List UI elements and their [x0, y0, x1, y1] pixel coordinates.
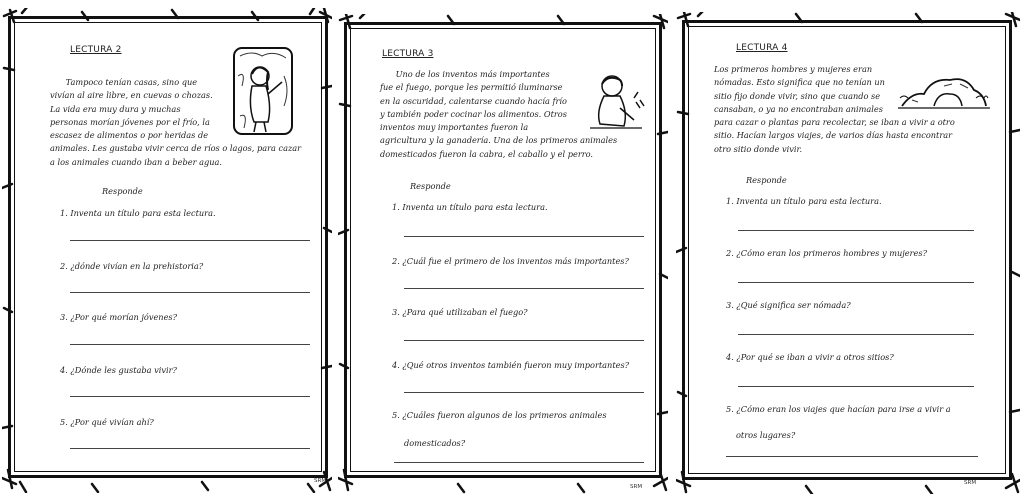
answer-line-3[interactable] [70, 344, 310, 345]
question-5-continued: domesticados? [404, 438, 466, 448]
question-2: 2. ¿Cuál fue el primero de los inventos más importantes? [392, 256, 629, 266]
answer-line-3[interactable] [404, 340, 644, 341]
author-credit: SRM [964, 480, 977, 486]
question-1: 1. Inventa un título para esta lectura. [60, 208, 216, 218]
answer-line-1[interactable] [70, 240, 310, 241]
answer-line-4[interactable] [738, 386, 974, 387]
author-credit: SRM [630, 484, 643, 490]
paragraph-line: nómadas. Esto significa que no tenían un [714, 77, 885, 88]
answer-line-2[interactable] [404, 288, 644, 289]
question-1: 1. Inventa un título para esta lectura. [392, 202, 548, 212]
worksheet-page-lectura-2 [2, 8, 332, 493]
answer-line-5[interactable] [726, 456, 978, 457]
paragraph-line: sitio. Hacían largos viajes, de varios días hasta encontrar [714, 130, 953, 141]
answer-line-2[interactable] [738, 282, 974, 283]
question-5: 5. ¿Por qué vivían ahí? [60, 417, 154, 427]
answer-line-1[interactable] [404, 236, 644, 237]
question-3: 3. ¿Para qué utilizaban el fuego? [392, 307, 528, 317]
paragraph-line: Tampoco tenían casas, sino que [50, 77, 198, 87]
paragraph-line: inventos muy importantes fueron la [380, 122, 529, 133]
question-1: 1. Inventa un título para esta lectura. [726, 196, 882, 206]
reading-title: LECTURA 4 [736, 43, 788, 53]
worksheet-page-lectura-4 [676, 12, 1020, 494]
worksheet-page-lectura-3 [338, 14, 668, 494]
reading-title: LECTURA 2 [70, 45, 122, 55]
question-4: 4. ¿Por qué se iban a vivir a otros sitios? [726, 352, 894, 362]
author-credit: SRM [314, 478, 327, 484]
paragraph-line: para cazar o plantas para recolectar, se iban a vivir a otro [714, 117, 955, 128]
question-4: 4. ¿Dónde les gustaba vivir? [60, 365, 177, 375]
paragraph-line: cansaban, o ya no encontraban animales [714, 103, 883, 114]
paragraph-line: personas morían jóvenes por el frío, la [50, 116, 210, 127]
respond-heading: Responde [410, 181, 451, 191]
respond-heading: Responde [746, 175, 787, 185]
answer-line-1[interactable] [738, 230, 974, 231]
paragraph-line: y también poder cocinar los alimentos. Otros [380, 108, 567, 119]
reading-paragraph [50, 76, 310, 169]
reading-title: LECTURA 3 [382, 49, 434, 59]
paragraph-line: a los animales cuando iban a beber agua. [50, 156, 222, 167]
answer-line-4[interactable] [404, 392, 644, 393]
paragraph-line: escasez de alimentos o por heridas de [50, 130, 209, 141]
question-3: 3. ¿Por qué morían jóvenes? [60, 312, 178, 322]
paragraph-line: Los primeros hombres y mujeres eran [714, 64, 873, 74]
question-4: 4. ¿Qué otros inventos también fueron muy importantes? [392, 360, 630, 370]
paragraph-line: La vida era muy dura y muchas [50, 103, 181, 114]
reading-paragraph [714, 63, 1004, 156]
answer-line-5[interactable] [70, 448, 310, 449]
paragraph-line: animales. Les gustaba vivir cerca de ríos o lagos, para cazar [50, 143, 302, 154]
question-2: 2. ¿Cómo eran los primeros hombres y mujeres? [726, 248, 927, 258]
paragraph-line: otro sitio donde vivir. [714, 143, 803, 154]
paragraph-line: fue el fuego, porque les permitió iluminarse [380, 82, 563, 93]
reading-paragraph [380, 68, 642, 161]
question-2: 2. ¿dónde vivían en la prehistoria? [60, 261, 204, 271]
question-5-continued: otros lugares? [736, 430, 796, 440]
paragraph-line: domesticados fueron la cabra, el caballo y el perro. [380, 148, 594, 159]
answer-line-3[interactable] [738, 334, 974, 335]
paragraph-line: Uno de los inventos más importantes [380, 69, 550, 79]
answer-line-4[interactable] [70, 396, 310, 397]
question-5: 5. ¿Cómo eran los viajes que hacían para irse a vivir a [726, 404, 951, 414]
answer-line-5[interactable] [394, 462, 644, 463]
paragraph-line: vivían al aire libre, en cuevas o chozas. [50, 90, 213, 101]
paragraph-line: agricultura y la ganadería. Una de los primeros animales [380, 135, 618, 146]
question-3: 3. ¿Qué significa ser nómada? [726, 300, 851, 310]
question-5: 5. ¿Cuáles fueron algunos de los primeros animales [392, 410, 607, 420]
answer-line-2[interactable] [70, 292, 310, 293]
respond-heading: Responde [102, 186, 143, 196]
paragraph-line: sitio fijo donde vivir, sino que cuando se [714, 90, 881, 101]
paragraph-line: en la oscuridad, calentarse cuando hacía frío [380, 95, 567, 106]
